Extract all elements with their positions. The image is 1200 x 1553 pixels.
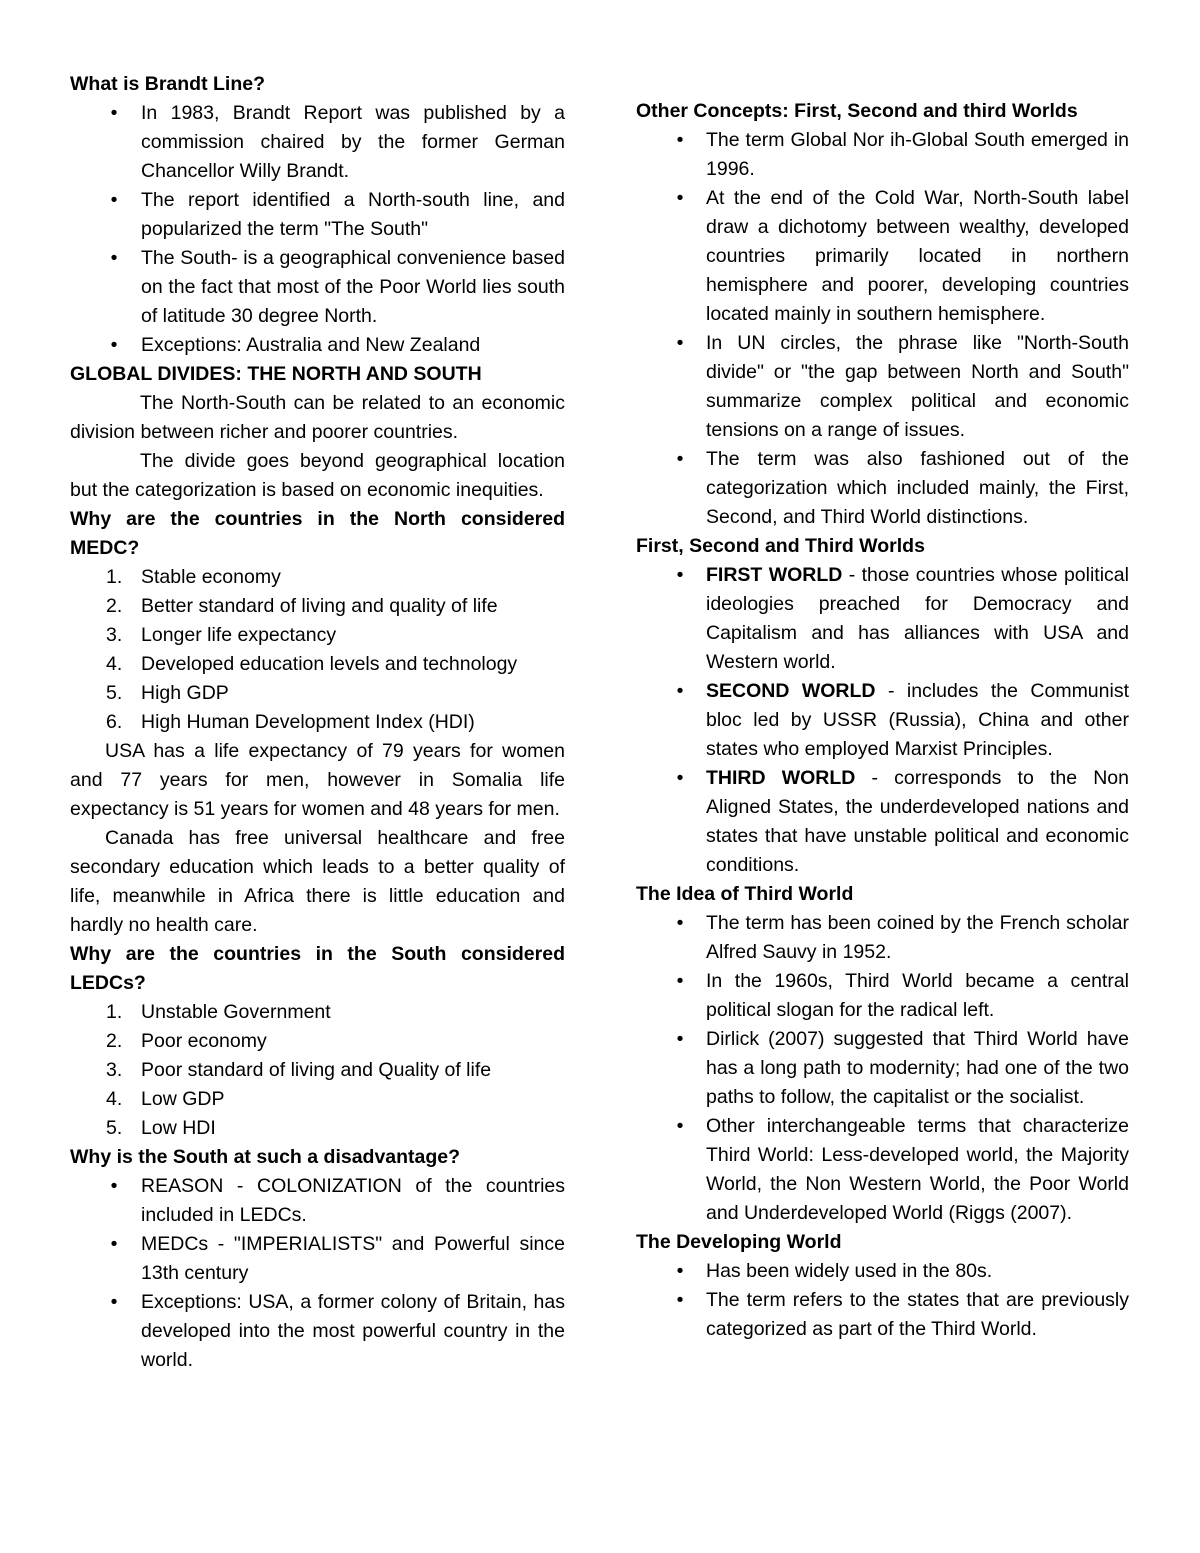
list-item: 1. Stable economy xyxy=(70,563,565,592)
medc-numbered-list xyxy=(70,563,565,737)
list-item: • In the 1960s, Third World became a central political slogan for the radical left. xyxy=(636,967,1129,1025)
list-item: • The term was also fashioned out of the categorization which included mainly, the First, Second, and Third World distinctions. xyxy=(636,445,1129,532)
bullet-icon: • xyxy=(110,1291,118,1313)
list-number: 3. xyxy=(106,624,123,646)
list-item: • The term Global Nor ih-Global South emerged in 1996. xyxy=(636,126,1129,184)
list-item: • The term refers to the states that are previously categorized as part of the Third World. xyxy=(636,1286,1129,1344)
list-item: 3. Poor standard of living and Quality of life xyxy=(70,1056,565,1085)
list-item: • REASON - COLONIZATION of the countries included in LEDCs. xyxy=(70,1172,565,1230)
bullet-icon: • xyxy=(676,129,684,151)
list-item: 4. Low GDP xyxy=(70,1085,565,1114)
term-second-world: SECOND WORLD xyxy=(706,680,876,702)
list-number: 4. xyxy=(106,1088,123,1110)
bullet-icon: • xyxy=(110,334,118,356)
heading-other-concepts: Other Concepts: First, Second and third Worlds xyxy=(636,100,1078,122)
heading-idea-third-world: The Idea of Third World xyxy=(636,883,854,905)
idea-bullet-list xyxy=(636,909,1129,1228)
list-item: • SECOND WORLD - includes the Communist bloc led by USSR (Russia), China and other states who employed Marxist Principles. xyxy=(636,677,1129,764)
heading-disadvantage: Why is the South at such a disadvantage? xyxy=(70,1146,461,1168)
bullet-icon: • xyxy=(676,1028,684,1050)
list-item: • FIRST WORLD - those countries whose political ideologies preached for Democracy and Capitalism and has alliances with USA and Western world. xyxy=(636,561,1129,677)
right-column xyxy=(636,97,1129,1344)
list-number: 3. xyxy=(106,1059,123,1081)
list-number: 2. xyxy=(106,1030,123,1052)
developing-bullet-list xyxy=(636,1257,1129,1344)
list-item: • The South- is a geographical convenience based on the fact that most of the Poor World lies south of latitude 30 degree North. xyxy=(70,244,565,331)
bullet-icon: • xyxy=(110,189,118,211)
brandt-bullet-list xyxy=(70,99,565,360)
list-item: • Exceptions: USA, a former colony of Britain, has developed into the most powerful country in the world. xyxy=(70,1288,565,1375)
worlds-bullet-list xyxy=(636,561,1129,880)
list-number: 5. xyxy=(106,1117,123,1139)
bullet-icon: • xyxy=(676,680,684,702)
list-number: 4. xyxy=(106,653,123,675)
concepts-bullet-list xyxy=(636,126,1129,532)
list-item: • The term has been coined by the French scholar Alfred Sauvy in 1952. xyxy=(636,909,1129,967)
heading-developing-world: The Developing World xyxy=(636,1231,842,1253)
list-number: 5. xyxy=(106,682,123,704)
list-item: 4. Developed education levels and technology xyxy=(70,650,565,679)
list-item: • In 1983, Brandt Report was published by a commission chaired by the former German Chancellor Willy Brandt. xyxy=(70,99,565,186)
bullet-icon: • xyxy=(110,102,118,124)
list-item: • At the end of the Cold War, North-South label draw a dichotomy between wealthy, developed countries primarily located in northern hemisphere and poorer, developing countries located mainly in southern hemisphere. xyxy=(636,184,1129,329)
bullet-icon: • xyxy=(676,1115,684,1137)
heading-first-second-third: First, Second and Third Worlds xyxy=(636,535,925,557)
ledc-numbered-list xyxy=(70,998,565,1143)
list-item: • Dirlick (2007) suggested that Third World have has a long path to modernity; had one of the two paths to follow, the capitalist or the socialist. xyxy=(636,1025,1129,1112)
medc-paragraph-2: Canada has free universal healthcare and free secondary education which leads to a better quality of life, meanwhile in Africa there is little education and hardly no health care. xyxy=(70,827,565,936)
list-item: • Other interchangeable terms that characterize Third World: Less-developed world, the Majority World, the Non Western World, the Poor World and Underdeveloped World (Riggs (2007). xyxy=(636,1112,1129,1228)
heading-ledc: Why are the countries in the South considered LEDCs? xyxy=(70,943,565,994)
bullet-icon: • xyxy=(676,332,684,354)
list-item: • THIRD WORLD - corresponds to the Non Aligned States, the underdeveloped nations and states that have unstable political and economic conditions. xyxy=(636,764,1129,880)
list-number: 1. xyxy=(106,1001,123,1023)
list-item: • In UN circles, the phrase like "North-South divide" or "the gap between North and South" summarize complex political and economic tensions on a range of issues. xyxy=(636,329,1129,445)
term-first-world: FIRST WORLD xyxy=(706,564,843,586)
term-third-world: THIRD WORLD xyxy=(706,767,856,789)
bullet-icon: • xyxy=(110,1175,118,1197)
heading-medc: Why are the countries in the North considered MEDC? xyxy=(70,508,565,559)
heading-global-divides: GLOBAL DIVIDES: THE NORTH AND SOUTH xyxy=(70,363,482,385)
bullet-icon: • xyxy=(110,1233,118,1255)
left-column xyxy=(70,70,565,1375)
list-item: 5. High GDP xyxy=(70,679,565,708)
heading-brandt-line: What is Brandt Line? xyxy=(70,73,265,95)
bullet-icon: • xyxy=(676,767,684,789)
list-item: • The report identified a North-south line, and popularized the term "The South" xyxy=(70,186,565,244)
list-item: 2. Poor economy xyxy=(70,1027,565,1056)
bullet-icon: • xyxy=(110,247,118,269)
disadvantage-bullet-list xyxy=(70,1172,565,1375)
list-item: 2. Better standard of living and quality of life xyxy=(70,592,565,621)
bullet-icon: • xyxy=(676,912,684,934)
list-item: 6. High Human Development Index (HDI) xyxy=(70,708,565,737)
list-item: 1. Unstable Government xyxy=(70,998,565,1027)
bullet-icon: • xyxy=(676,1289,684,1311)
bullet-icon: • xyxy=(676,448,684,470)
divides-paragraph-2: The divide goes beyond geographical location but the categorization is based on economic inequities. xyxy=(70,450,565,501)
list-number: 1. xyxy=(106,566,123,588)
list-item: 5. Low HDI xyxy=(70,1114,565,1143)
bullet-icon: • xyxy=(676,564,684,586)
list-number: 6. xyxy=(106,711,123,733)
list-item: • Exceptions: Australia and New Zealand xyxy=(70,331,565,360)
bullet-icon: • xyxy=(676,970,684,992)
list-number: 2. xyxy=(106,595,123,617)
bullet-icon: • xyxy=(676,1260,684,1282)
list-item: 3. Longer life expectancy xyxy=(70,621,565,650)
list-item: • Has been widely used in the 80s. xyxy=(636,1257,1129,1286)
divides-paragraph-1: The North-South can be related to an economic division between richer and poorer countries. xyxy=(70,392,565,443)
bullet-icon: • xyxy=(676,187,684,209)
list-item: • MEDCs - "IMPERIALISTS" and Powerful since 13th century xyxy=(70,1230,565,1288)
medc-paragraph-1: USA has a life expectancy of 79 years for women and 77 years for men, however in Somalia life expectancy is 51 years for women and 48 years for men. xyxy=(70,740,565,820)
